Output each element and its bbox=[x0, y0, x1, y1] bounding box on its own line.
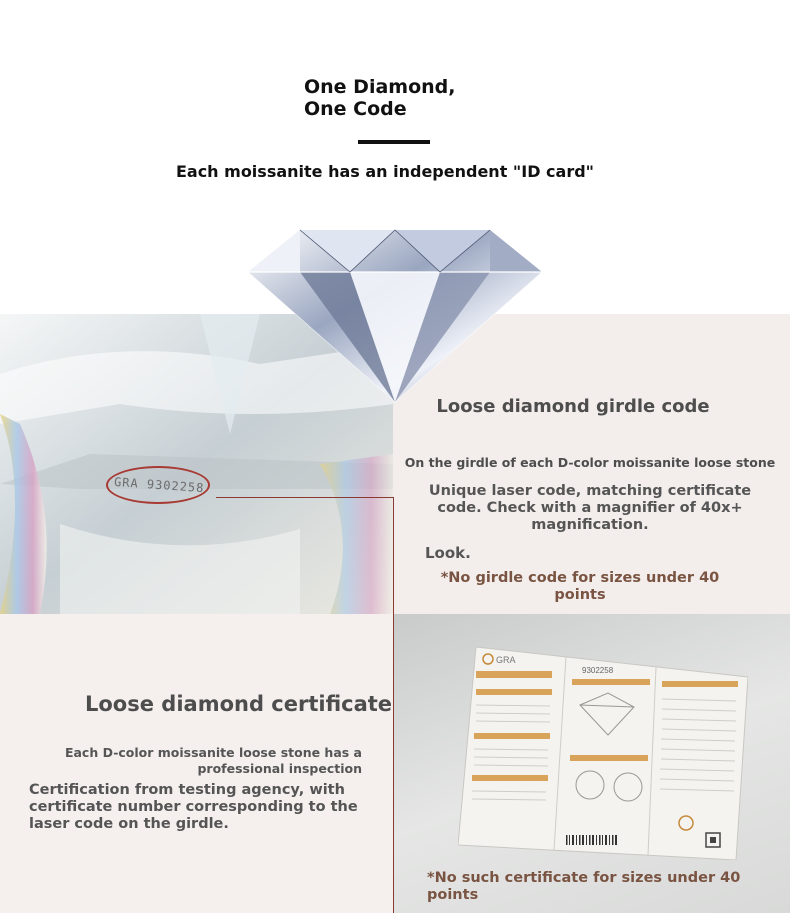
hero-title bbox=[304, 76, 455, 120]
certificate-note: Each D-color moissanite loose stone has a professional inspection bbox=[64, 745, 362, 776]
certificate-title: Loose diamond certificate bbox=[85, 692, 393, 716]
girdle-code-warning: *No girdle code for sizes under 40 points bbox=[440, 570, 720, 603]
girdle-code-description: Unique laser code, matching certificate code. Check with a magnifier of 40x+ magnification. bbox=[428, 483, 752, 533]
certificate-number: 9302258 bbox=[582, 666, 614, 675]
vertical-divider bbox=[393, 498, 394, 913]
girdle-code-title: Loose diamond girdle code bbox=[436, 396, 710, 417]
hero-title-line2: One Code bbox=[304, 98, 407, 120]
certificate-brand: GRA bbox=[496, 655, 516, 665]
girdle-code-note: On the girdle of each D-color moissanite loose stone bbox=[404, 455, 776, 470]
certificate-warning: *No such certificate for sizes under 40 points bbox=[427, 870, 741, 903]
certificate-document-image bbox=[458, 645, 748, 860]
certificate-description: Certification from testing agency, with certificate number corresponding to the laser code on the girdle. bbox=[29, 782, 358, 832]
hero-title-line1: One Diamond, bbox=[304, 76, 456, 98]
hero-divider bbox=[358, 140, 430, 144]
girdle-code-look: Look. bbox=[425, 544, 471, 562]
diamond-image bbox=[240, 222, 550, 402]
callout-line bbox=[216, 497, 394, 498]
hero-subtitle: Each moissanite has an independent "ID card" bbox=[175, 162, 595, 181]
laser-code: GRA 9302258 bbox=[113, 474, 205, 496]
